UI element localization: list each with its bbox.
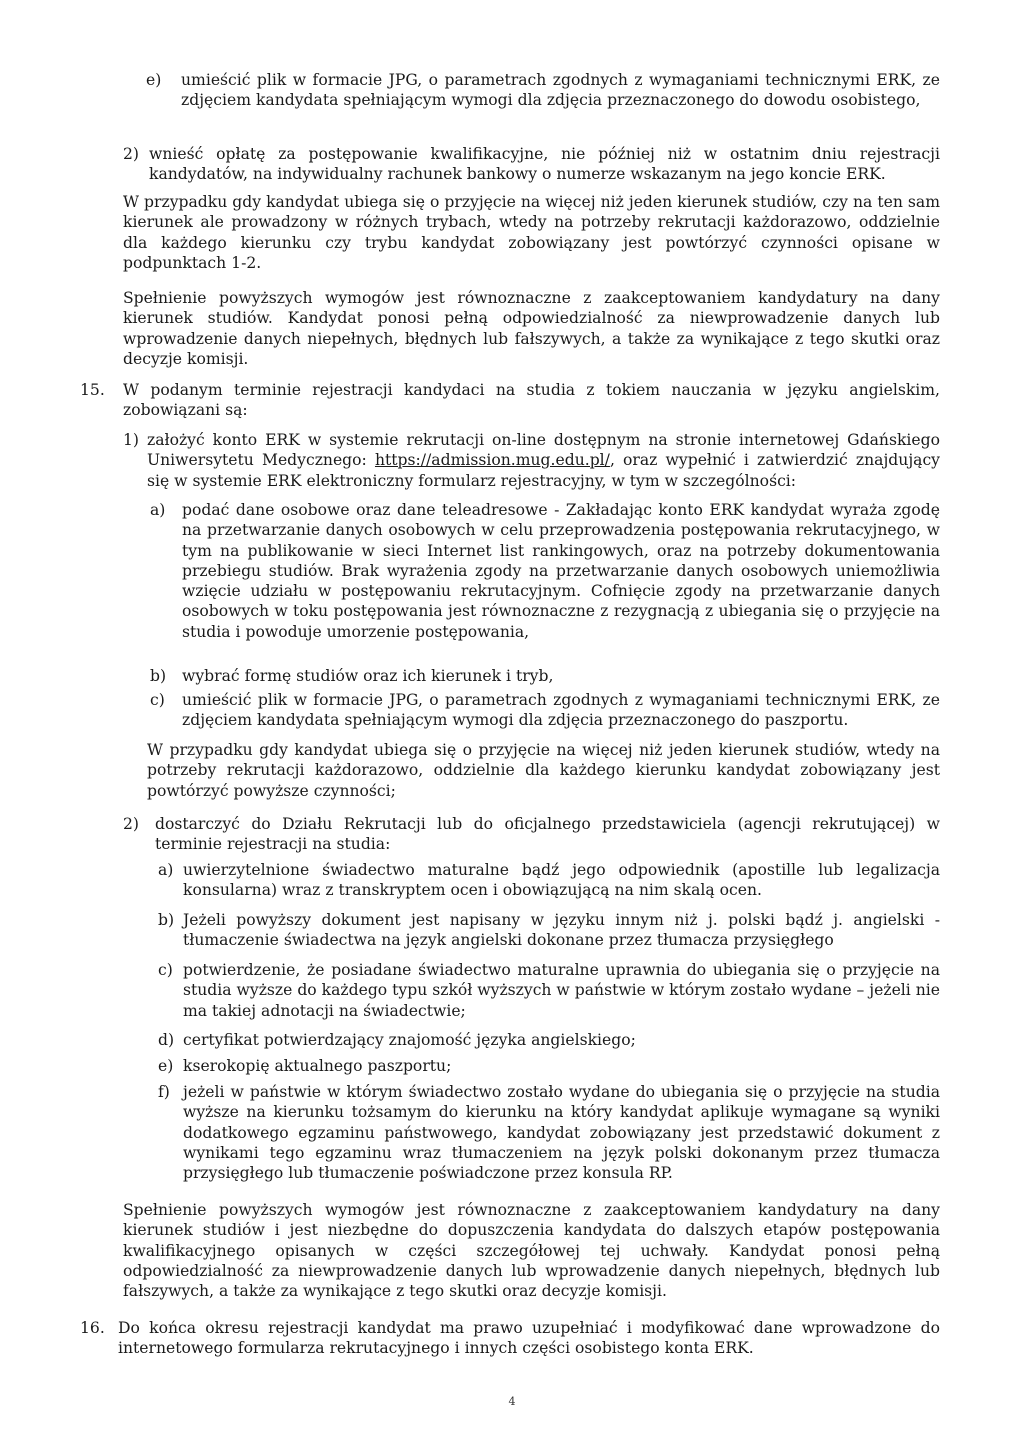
section-number: 16. (80, 1319, 105, 1337)
text-before-link: założyć konto ERK w systemie rekrutacji on-line dostępnym na stronie internetowej Gdańskiego Uniwersytetu Medycznego: (147, 431, 940, 470)
list-item-text: umieścić plik w formacie JPG, o parametrach zgodnych z wymaganiami technicznymi ERK, ze zdjęciem kandydata spełniającym wymogi dla zdjęcia przeznaczonego do dowodu osobistego, (181, 71, 940, 110)
list-item-2 (123, 144, 940, 185)
paragraph-acceptance: Spełnienie powyższych wymogów jest równoznaczne z zaakceptowaniem kandydatury na dany kierunek studiów. Kandydat ponosi pełną odpowiedzialność za niewprowadzenie danych lub wprowadzenie danych niepełnych, błędnych lub fałszywych, a także za wynikające z tego skutki oraz decyzje komisji. (123, 289, 940, 368)
list-item-text: podać dane osobowe oraz dane teleadresowe - Zakładając konto ERK kandydat wyraża zgodę na przetwarzanie danych osobowych w celu przeprowadzenia postępowania rekrutacyjnego, w tym na publikowanie w sieci Internet list rankingowych, oraz na potrzeby dokumentowania przebiegu studiów. Brak wyrażenia zgody na przetwarzanie danych osobowych uniemożliwia wzięcie udziału w postępowaniu rekrutacyjnym. Cofnięcie zgody na przetwarzanie danych osobowych w toku postępowania jest równoznaczne z rezygnacją z ubiegania się o przyjęcie na studia i powoduje umorzenie postępowania, (182, 501, 940, 641)
list-item-text: dostarczyć do Działu Rekrutacji lub do oficjalnego przedstawiciela (agencji rekrutującej) w terminie rejestracji na studia: (155, 815, 940, 854)
closing-paragraph: Spełnienie powyższych wymogów jest równoznaczne z zaakceptowaniem kandydatury na dany kierunek studiów i jest niezbędne do dopuszczenia kandydata do dalszych etapów postępowania kwalifikacyjnego opisanych w części szczegółowej tej uchwały. Kandydat ponosi pełną odpowiedzialność za niewprowadzenie danych lub wprowadzenie danych niepełnych, błędnych lub fałszywych, a także za wynikające z tego skutki oraz decyzje komisji. (123, 1201, 940, 1301)
section-text: Do końca okresu rejestracji kandydat ma prawo uzupełniać i modyfikować dane wprowadzone do internetowego formularza rekrutacyjnego i innych części osobistego konta ERK. (118, 1319, 940, 1358)
doc-item-d (158, 1030, 940, 1050)
list-marker: e) (146, 71, 162, 89)
section-16 (80, 1318, 940, 1359)
list-marker: b) (158, 911, 175, 929)
paragraph-multiple-programs: W przypadku gdy kandydat ubiega się o przyjęcie na więcej niż jeden kierunek studiów, czy na ten sam kierunek ale prowadzony w różnych trybach, wtedy na potrzeby rekrutacji każdorazowo, oddzielnie dla każdego kierunku czy trybu kandydat zobowiązany jest powtórzyć czynności opisane w podpunktach 1-2. (123, 193, 940, 272)
section-15-item-1 (123, 430, 940, 491)
section-15 (80, 380, 940, 421)
list-marker: f) (158, 1083, 170, 1101)
admission-link[interactable]: https://admission.mug.edu.pl/ (374, 451, 610, 470)
sub-item-a (150, 500, 940, 642)
list-marker: e) (158, 1057, 174, 1075)
list-item-text: certyfikat potwierdzający znajomość języka angielskiego; (183, 1031, 636, 1049)
list-item-e (146, 70, 940, 111)
doc-item-b (158, 910, 940, 951)
text-after-link: , oraz wypełnić i zatwierdzić znajdujący się w systemie ERK elektroniczny formularz rejestracyjny, w tym w szczególności: (147, 451, 940, 490)
section-intro: W podanym terminie rejestracji kandydaci na studia z tokiem nauczania w języku angielskim, zobowiązani są: (123, 381, 940, 420)
section-number: 15. (80, 381, 105, 399)
page-number: 4 (508, 1395, 516, 1408)
list-marker: a) (158, 861, 174, 879)
doc-item-e (158, 1056, 940, 1076)
list-item-text: potwierdzenie, że posiadane świadectwo maturalne uprawnia do ubiegania się o przyjęcie na studia wyższe do każdego typu szkół wyższych w państwie w którym zostało wydane – jeżeli nie ma takiej adnotacji na świadectwie; (183, 961, 940, 1020)
doc-item-c (158, 960, 940, 1021)
list-marker: 2) (123, 145, 140, 163)
list-marker: d) (158, 1031, 175, 1049)
doc-item-f (158, 1082, 940, 1183)
note-repeat-steps: W przypadku gdy kandydat ubiega się o przyjęcie na więcej niż jeden kierunek studiów, wtedy na potrzeby rekrutacji każdorazowo, oddzielnie dla każdego kierunku kandydat zobowiązany jest powtórzyć powyższe czynności; (147, 741, 940, 800)
list-marker: c) (150, 691, 165, 709)
list-item-text: umieścić plik w formacie JPG, o parametrach zgodnych z wymaganiami technicznymi ERK, ze zdjęciem kandydata spełniającym wymogi dla zdjęcia przeznaczonego do paszportu. (182, 691, 940, 730)
list-item-text: wybrać formę studiów oraz ich kierunek i tryb, (182, 667, 554, 685)
sub-item-c (150, 690, 940, 731)
list-item-text: jeżeli w państwie w którym świadectwo zostało wydane do ubiegania się o przyjęcie na studia wyższe na kierunku tożsamym do kierunku na który kandydat aplikuje wymagane są wyniki dodatkowego egzaminu państwowego, kandydat zobowiązany jest przedstawić dokument z wynikami tego egzaminu wraz tłumaczeniem na język polski dokonanym przez tłumacza przysięgłego lub tłumaczenie poświadczone przez konsula RP. (183, 1083, 940, 1183)
sub-item-b (150, 666, 940, 686)
list-marker: 2) (123, 815, 140, 833)
list-item-text: Jeżeli powyższy dokument jest napisany w języku innym niż j. polski bądź j. angielski - tłumaczenie świadectwa na język angielski dokonane przez tłumacza przysięgłego (183, 911, 940, 950)
list-marker: b) (150, 667, 167, 685)
list-item-text: uwierzytelnione świadectwo maturalne bądź jego odpowiednik (apostille lub legalizacja konsularna) wraz z transkryptem ocen i obowiązującą na nim skalą ocen. (183, 861, 940, 900)
list-marker: 1) (123, 431, 140, 449)
doc-item-a (158, 860, 940, 901)
list-item-text: kserokopię aktualnego paszportu; (183, 1057, 452, 1075)
list-item-text (147, 430, 940, 491)
section-15-item-2 (123, 814, 940, 855)
list-marker: a) (150, 501, 166, 519)
list-item-text: wnieść opłatę za postępowanie kwalifikacyjne, nie później niż w ostatnim dniu rejestracji kandydatów, na indywidualny rachunek bankowy o numerze wskazanym na jego koncie ERK. (149, 145, 940, 184)
list-marker: c) (158, 961, 173, 979)
